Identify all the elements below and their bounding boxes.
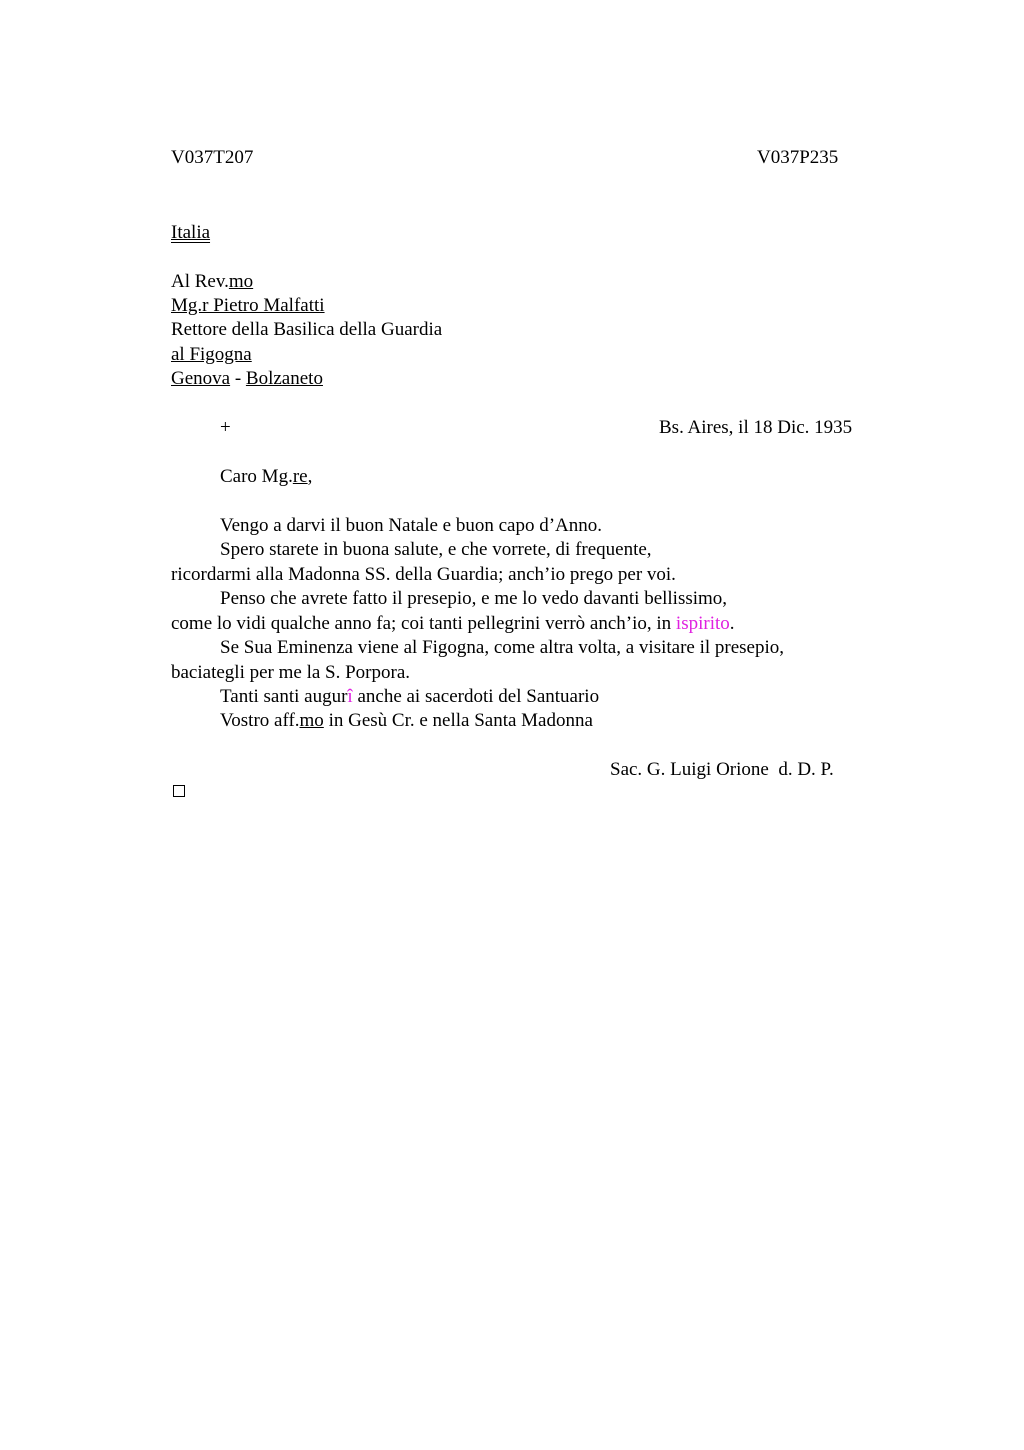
body-line-1: Vengo a darvi il buon Natale e buon capo d’Anno. <box>220 515 603 536</box>
cross-mark: + <box>220 417 231 438</box>
address-line-3: Rettore della Basilica della Guardia <box>171 319 443 340</box>
body-line-5-text: come lo vidi qualche anno fa; coi tanti pellegrini verrò anch’io, in <box>171 613 676 634</box>
salutation-abbr: re <box>292 466 308 487</box>
address-line-4: al Figogna <box>171 344 252 365</box>
address-city: Genova <box>171 368 231 389</box>
body-line-4: Penso che avrete fatto il presepio, e me lo vedo davanti bellissimo, <box>220 588 728 609</box>
signature: Sac. G. Luigi Orione d. D. P. <box>610 759 834 780</box>
salutation-suffix: , <box>307 466 313 487</box>
body-line-6: Se Sua Eminenza viene al Figogna, come altra volta, a visitare il presepio, <box>220 637 785 658</box>
document-code-right: V037P235 <box>757 147 839 168</box>
body-line-8-text: Tanti santi augur <box>220 686 348 707</box>
editorial-mark-word: ispirito <box>675 613 730 634</box>
body-line-8 <box>220 685 599 709</box>
address-title: Al Rev. <box>171 271 229 292</box>
address-separator: - <box>230 368 246 389</box>
salutation <box>220 465 312 489</box>
closing-prefix: Vostro aff. <box>220 710 300 731</box>
date-place: Bs. Aires, il 18 Dic. 1935 <box>659 417 853 438</box>
body-line-2: Spero starete in buona salute, e che vorrete, di frequente, <box>220 539 652 560</box>
salutation-prefix: Caro Mg. <box>220 466 293 487</box>
end-marker-square-icon <box>173 785 185 797</box>
address-place: Bolzaneto <box>245 368 323 389</box>
address-line-5 <box>171 367 323 391</box>
body-line-7: baciategli per me la S. Porpora. <box>171 662 411 683</box>
closing-abbr: mo <box>299 710 324 731</box>
closing-suffix: in Gesù Cr. e nella Santa Madonna <box>323 710 593 731</box>
address-line-2: Mg.r Pietro Malfatti <box>171 295 325 316</box>
body-line-8-end: anche ai sacerdoti del Santuario <box>352 686 600 707</box>
document-code-left: V037T207 <box>171 147 254 168</box>
address-title-abbr: mo <box>228 271 254 292</box>
address-line-1 <box>171 270 253 294</box>
editorial-mark-letter: î <box>347 686 353 707</box>
body-line-3: ricordarmi alla Madonna SS. della Guardia; anch’io prego per voi. <box>171 564 676 585</box>
closing-line <box>220 709 593 733</box>
body-line-5-end: . <box>729 613 735 634</box>
country-heading: Italia <box>171 222 211 243</box>
body-line-5 <box>171 612 735 636</box>
